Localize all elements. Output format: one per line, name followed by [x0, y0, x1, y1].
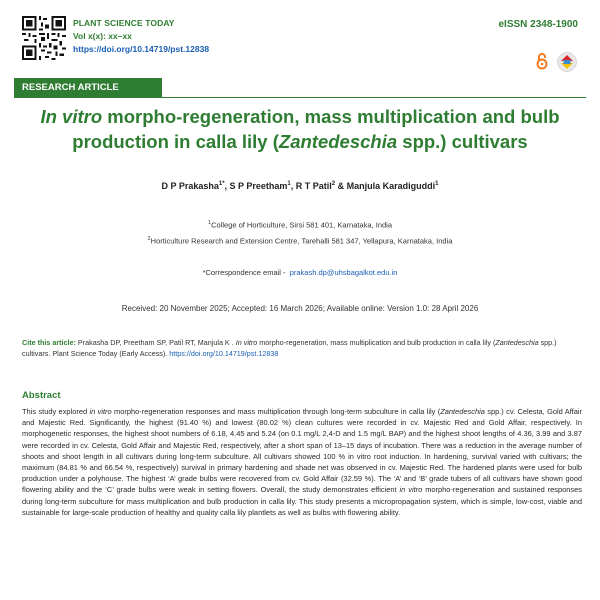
title-italic-invitro: In vitro: [40, 106, 103, 127]
journal-doi-link[interactable]: https://doi.org/10.14719/pst.12838: [73, 44, 210, 54]
crossmark-icon[interactable]: [557, 52, 577, 72]
author-name: R T Patil: [295, 181, 332, 191]
journal-volume: Vol x(x): xx–xx: [73, 31, 132, 41]
title-italic-genus: Zantedeschia: [278, 131, 398, 152]
author-name: D P Prakasha: [161, 181, 219, 191]
abstract-heading: Abstract: [22, 390, 61, 401]
title-text-end: spp.) cultivars: [397, 131, 528, 152]
author-name: Manjula Karadiguddi: [346, 181, 436, 191]
open-access-lock-icon[interactable]: [535, 52, 549, 70]
affiliation-2: $^2$Horticulture Research and Extension Centre, Tarehalli 581 347, Yellapura, Karnataka, India: [147, 236, 453, 246]
citation-label: Cite this article:: [22, 338, 76, 347]
article-title: [30, 104, 570, 154]
title-text: morpho-regeneration, mass multiplication and bulb production in calla lily (: [72, 106, 560, 152]
author-sup: 1: [435, 181, 439, 187]
abstract-body: This study explored in vitro morpho-regeneration responses and mass multiplication through long-term subculture in calla lily (Zantedeschia spp.) cv. Celesta, Gold Affair and Majestic Red. Significantly, the highest (91.40 %) and lowest (80.02 %) clean cultures were recorded in cv. Majestic Red and Gold Affair, respectively. In morphogenetic responses, the highest shoot numbers of 6.18, 4.45 and 5.24 (on 0.1 mg/L 2,4-D and 1.5 mg/L BAP) and the highest shoot lengths of 4.36, 3.99 and 3.87 were recorded in cv. Celesta, Gold Affair and Majestic Red, respectively, after a short span of 13–15 days of incubation. There was a reduction in the average number of shoots and shoot length in all cultivars during long-term subculture. All cultivars showed 100 % in vitro root induction. In hardening, survival varied with cultivars; the maximum (84.81 % and 66.54 %, respectively) survival in primary hardening and shade net was observed in cv. Majestic Red. The hardened plants were used for bulb production under a polyhouse. The highest ‘A’ grade bulbs were recovered from cv. Gold Affair (32.59 %). The ‘A’ and ‘B’ grade tubers of all cultivars have shown good flowering ability and the ‘C’ grade bulbs were weak in setting flowers. Overall, the study demonstrates efficient in vitro morpho-regeneration and sustained responses during long-term subculture for mass multiplication and bulb production in calla lily. This study presents a micropropagation system, which is simple, low-cost, viable and sustainable for large-scale production of healthy and quality calla lily plantlets as well as bulbs with flowering ability.: [22, 407, 582, 517]
author-list: D P Prakasha$^{1*}$, S P Preetham$^1$, R T Patil$^2$ & Manjula Karadiguddi$^1$: [161, 181, 439, 191]
journal-info: [73, 17, 209, 56]
author-sup: 1*: [218, 181, 225, 187]
citation-block: Cite this article: Prakasha DP, Preetham SP, Patil RT, Manjula K . In vitro morpho-regeneration, mass multiplication and bulb production in calla lily (Zantedeschia spp.) cultivars. Plant Science Today (Early Access). https://doi.org/10.14719/pst.12838: [22, 338, 557, 358]
header-divider: [14, 97, 586, 98]
correspondence-email-link[interactable]: prakash.dp@uhsbagalkot.edu.in: [289, 268, 398, 277]
article-dates: Received: 20 November 2025; Accepted: 16 March 2026; Available online: Version 1.0: 28 April 2026: [121, 304, 479, 313]
author-name: S P Preetham: [229, 181, 288, 191]
author-sup: 2: [331, 181, 336, 187]
article-type-badge: RESEARCH ARTICLE: [14, 78, 162, 98]
qr-code-icon: [22, 16, 66, 60]
eissn: eISSN 2348-1900: [498, 19, 578, 30]
affiliation-1: $^1$College of Horticulture, Sirsi 581 401, Karnataka, India: [208, 220, 392, 230]
author-sup: 1: [287, 181, 291, 187]
correspondence: *Correspondence email - prakash.dp@uhsbagalkot.edu.in: [202, 268, 398, 277]
journal-name: PLANT SCIENCE TODAY: [73, 18, 175, 28]
citation-doi-link[interactable]: https://doi.org/10.14719/pst.12838: [169, 349, 279, 358]
